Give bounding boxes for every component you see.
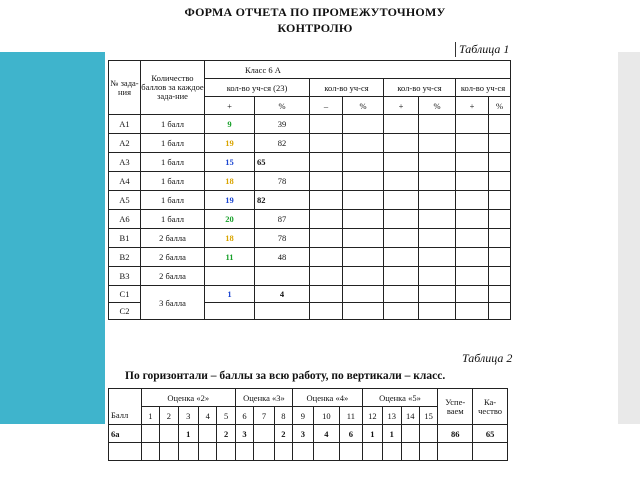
empty-cell xyxy=(310,153,343,172)
group-grade-3: Оценка «3» xyxy=(235,389,292,407)
group-grade-2: Оценка «2» xyxy=(141,389,235,407)
table1-row xyxy=(109,191,511,210)
report-table-1 xyxy=(108,60,511,320)
task-cell: А4 xyxy=(109,172,141,191)
task-cell: В2 xyxy=(109,248,141,267)
empty-cell xyxy=(384,134,419,153)
empty-cell xyxy=(456,210,489,229)
empty-cell xyxy=(419,153,456,172)
empty-cell xyxy=(310,134,343,153)
score-header-cell: 14 xyxy=(401,407,419,425)
task-cell: В1 xyxy=(109,229,141,248)
empty-cell xyxy=(489,191,511,210)
empty-cell xyxy=(217,443,235,461)
empty-cell xyxy=(310,267,343,286)
empty-cell xyxy=(384,286,419,303)
percent-cell: 48 xyxy=(255,248,310,267)
empty-cell xyxy=(419,115,456,134)
percent-cell: 65 xyxy=(255,153,310,172)
group-grade-4: Оценка «4» xyxy=(293,389,363,407)
empty-cell xyxy=(456,115,489,134)
points-cell: 1 балл xyxy=(141,134,205,153)
empty-cell xyxy=(419,134,456,153)
table1-row xyxy=(109,248,511,267)
table1-row xyxy=(109,286,511,303)
points-cell: 2 балла xyxy=(141,267,205,286)
points-cell: 1 балл xyxy=(141,172,205,191)
empty-cell xyxy=(456,229,489,248)
score-header-cell: 5 xyxy=(217,407,235,425)
empty-cell xyxy=(313,443,340,461)
score-header-cell: 12 xyxy=(362,407,382,425)
percent-cell: 82 xyxy=(255,134,310,153)
empty-cell xyxy=(343,153,384,172)
empty-cell xyxy=(384,267,419,286)
title-line-1: ФОРМА ОТЧЕТА ПО ПРОМЕЖУТОЧНОМУ xyxy=(184,5,446,19)
header-count-3: кол-во уч-ся xyxy=(384,79,456,97)
empty-cell xyxy=(419,248,456,267)
plus-count-cell xyxy=(205,267,255,286)
plus-count-cell: 9 xyxy=(205,115,255,134)
corner-cell xyxy=(109,389,142,407)
percent-cell: 4 xyxy=(255,286,310,303)
task-cell: С2 xyxy=(109,303,141,320)
task-cell: В3 xyxy=(109,267,141,286)
score-header-cell: 4 xyxy=(198,407,216,425)
table2-row xyxy=(109,425,508,443)
score-count-cell: 2 xyxy=(217,425,235,443)
score-count-cell: 2 xyxy=(274,425,292,443)
empty-cell xyxy=(489,172,511,191)
score-header-cell: 7 xyxy=(254,407,274,425)
plus-count-cell: 20 xyxy=(205,210,255,229)
table1-row xyxy=(109,210,511,229)
empty-cell xyxy=(419,443,437,461)
group-grade-5: Оценка «5» xyxy=(362,389,438,407)
plus-count-cell: 18 xyxy=(205,229,255,248)
table1-row xyxy=(109,267,511,286)
header-minus: – xyxy=(310,97,343,115)
score-count-cell: 1 xyxy=(362,425,382,443)
empty-cell xyxy=(456,134,489,153)
score-header-cell: 3 xyxy=(178,407,198,425)
empty-cell xyxy=(198,443,216,461)
empty-cell xyxy=(343,134,384,153)
empty-cell xyxy=(456,153,489,172)
empty-cell xyxy=(419,172,456,191)
plus-count-cell: 15 xyxy=(205,153,255,172)
percent-cell xyxy=(255,267,310,286)
score-count-cell: 3 xyxy=(235,425,253,443)
empty-cell xyxy=(456,191,489,210)
empty-cell xyxy=(489,286,511,303)
score-count-cell xyxy=(160,425,178,443)
task-cell: А2 xyxy=(109,134,141,153)
header-uspev: Успе-ваем xyxy=(438,389,473,425)
score-header-cell: 1 xyxy=(141,407,159,425)
empty-cell xyxy=(438,443,473,461)
score-count-cell: 6 xyxy=(340,425,363,443)
task-cell: А6 xyxy=(109,210,141,229)
score-count-cell xyxy=(419,425,437,443)
class-cell: 6а xyxy=(109,425,142,443)
table1-caption: Таблица 1 xyxy=(455,42,509,57)
empty-cell xyxy=(384,248,419,267)
header-pct: % xyxy=(489,97,511,115)
score-count-cell xyxy=(254,425,274,443)
empty-cell xyxy=(489,210,511,229)
empty-cell xyxy=(384,229,419,248)
document-title xyxy=(150,4,480,36)
empty-cell xyxy=(343,229,384,248)
header-task-number: № зада-ния xyxy=(109,61,141,115)
empty-cell xyxy=(384,210,419,229)
score-count-cell xyxy=(198,425,216,443)
empty-cell xyxy=(384,172,419,191)
header-pct: % xyxy=(255,97,310,115)
table2-caption: Таблица 2 xyxy=(462,351,513,365)
empty-cell xyxy=(419,286,456,303)
score-count-cell xyxy=(141,425,159,443)
empty-cell xyxy=(310,248,343,267)
title-line-2: КОНТРОЛЮ xyxy=(277,21,353,35)
empty-cell xyxy=(310,115,343,134)
report-table-2 xyxy=(108,388,508,461)
header-kach: Ка-чество xyxy=(473,389,508,425)
header-count-1: кол-во уч-ся (23) xyxy=(205,79,310,97)
empty-cell xyxy=(456,286,489,303)
empty-cell xyxy=(362,443,382,461)
empty-cell xyxy=(178,443,198,461)
empty-cell xyxy=(384,191,419,210)
table1-row xyxy=(109,134,511,153)
empty-cell xyxy=(456,303,489,320)
empty-cell xyxy=(310,229,343,248)
empty-cell xyxy=(235,443,253,461)
empty-cell xyxy=(160,443,178,461)
score-header-cell: 13 xyxy=(383,407,401,425)
empty-cell xyxy=(343,286,384,303)
task-cell: А1 xyxy=(109,115,141,134)
empty-cell xyxy=(343,303,384,320)
empty-cell xyxy=(343,210,384,229)
header-count-2: кол-во уч-ся xyxy=(310,79,384,97)
header-ball: Балл xyxy=(109,407,142,425)
percent-cell: 78 xyxy=(255,229,310,248)
points-cell: 1 балл xyxy=(141,191,205,210)
score-header-cell: 2 xyxy=(160,407,178,425)
plus-count-cell: 11 xyxy=(205,248,255,267)
empty-cell xyxy=(343,172,384,191)
empty-cell xyxy=(489,229,511,248)
points-cell: 3 балла xyxy=(141,286,205,320)
empty-cell xyxy=(293,443,313,461)
empty-cell xyxy=(419,229,456,248)
table1-row xyxy=(109,115,511,134)
table2-row xyxy=(109,443,508,461)
task-cell: А3 xyxy=(109,153,141,172)
empty-cell xyxy=(343,191,384,210)
empty-cell xyxy=(343,115,384,134)
plus-count-cell xyxy=(205,303,255,320)
plus-count-cell: 18 xyxy=(205,172,255,191)
empty-cell xyxy=(489,267,511,286)
points-cell: 2 балла xyxy=(141,229,205,248)
header-pct: % xyxy=(343,97,384,115)
score-header-cell: 8 xyxy=(274,407,292,425)
score-header-cell: 11 xyxy=(340,407,363,425)
empty-cell xyxy=(384,115,419,134)
empty-cell xyxy=(141,443,159,461)
plus-count-cell: 19 xyxy=(205,191,255,210)
empty-cell xyxy=(489,134,511,153)
plus-count-cell: 1 xyxy=(205,286,255,303)
empty-cell xyxy=(310,210,343,229)
task-cell: А5 xyxy=(109,191,141,210)
empty-cell xyxy=(343,248,384,267)
header-points: Количество баллов за каждое зада-ние xyxy=(141,61,205,115)
empty-cell xyxy=(489,303,511,320)
task-cell: С1 xyxy=(109,286,141,303)
percent-cell xyxy=(255,303,310,320)
empty-cell xyxy=(310,286,343,303)
score-count-cell: 1 xyxy=(383,425,401,443)
empty-cell xyxy=(419,267,456,286)
table2-title: По горизонтали – баллы за всю работу, по вертикали – класс. xyxy=(125,370,446,382)
empty-cell xyxy=(489,153,511,172)
percent-cell: 39 xyxy=(255,115,310,134)
empty-cell xyxy=(419,191,456,210)
empty-cell xyxy=(401,443,419,461)
header-class: Класс 6 А xyxy=(205,61,511,79)
percent-cell: 87 xyxy=(255,210,310,229)
empty-cell xyxy=(473,443,508,461)
table1-row xyxy=(109,172,511,191)
percent-cell: 82 xyxy=(255,191,310,210)
plus-count-cell: 19 xyxy=(205,134,255,153)
empty-cell xyxy=(456,248,489,267)
header-plus: + xyxy=(205,97,255,115)
header-count-4: кол-во уч-ся xyxy=(456,79,511,97)
points-cell: 1 балл xyxy=(141,210,205,229)
header-pct: % xyxy=(419,97,456,115)
uspev-cell: 86 xyxy=(438,425,473,443)
score-count-cell: 4 xyxy=(313,425,340,443)
empty-cell xyxy=(340,443,363,461)
score-count-cell xyxy=(401,425,419,443)
empty-cell xyxy=(343,267,384,286)
percent-cell: 78 xyxy=(255,172,310,191)
score-count-cell: 1 xyxy=(178,425,198,443)
right-decor-panel xyxy=(618,52,640,424)
score-count-cell: 3 xyxy=(293,425,313,443)
empty-cell xyxy=(274,443,292,461)
empty-cell xyxy=(456,267,489,286)
empty-cell xyxy=(254,443,274,461)
score-header-cell: 9 xyxy=(293,407,313,425)
score-header-cell: 10 xyxy=(313,407,340,425)
header-plus: + xyxy=(456,97,489,115)
left-decor-panel xyxy=(0,52,105,424)
empty-cell xyxy=(419,210,456,229)
empty-cell xyxy=(383,443,401,461)
table1-row xyxy=(109,229,511,248)
kach-cell: 65 xyxy=(473,425,508,443)
header-plus: + xyxy=(384,97,419,115)
empty-cell xyxy=(310,172,343,191)
points-cell: 1 балл xyxy=(141,115,205,134)
score-header-cell: 15 xyxy=(419,407,437,425)
points-cell: 1 балл xyxy=(141,153,205,172)
empty-cell xyxy=(419,303,456,320)
empty-cell xyxy=(384,303,419,320)
empty-cell xyxy=(489,248,511,267)
points-cell: 2 балла xyxy=(141,248,205,267)
empty-cell xyxy=(310,303,343,320)
empty-cell xyxy=(489,115,511,134)
table1-row xyxy=(109,153,511,172)
empty-cell xyxy=(109,443,142,461)
empty-cell xyxy=(456,172,489,191)
score-header-cell: 6 xyxy=(235,407,253,425)
empty-cell xyxy=(384,153,419,172)
empty-cell xyxy=(310,191,343,210)
